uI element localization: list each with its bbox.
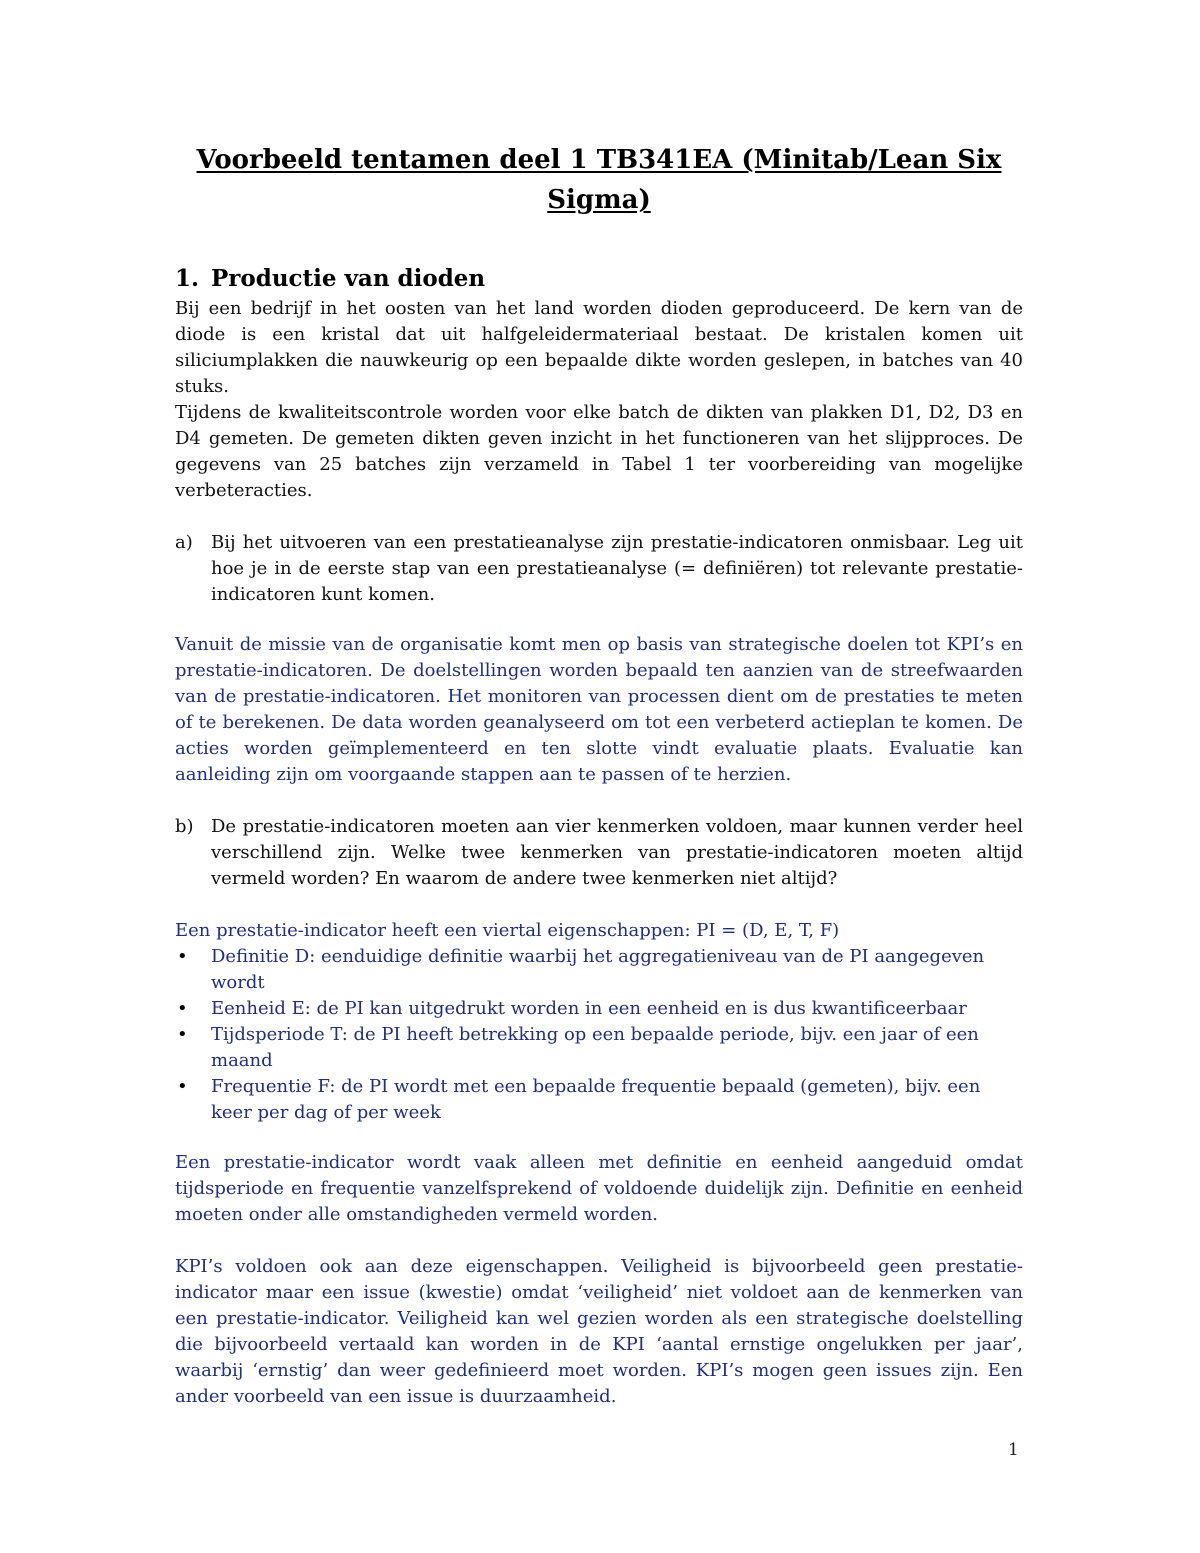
question-b-text: De prestatie-indicatoren moeten aan vier kenmerken voldoen, maar kunnen verder heel verschillend zijn. Welke twee kenmerken van prestatie-indicatoren moeten altijd vermeld worden? En waarom de andere twee kenmerken niet altijd?	[211, 816, 1023, 889]
question-b	[175, 814, 1023, 892]
bullet-icon: •	[177, 946, 188, 967]
page-number: 1	[1008, 1440, 1019, 1460]
section-number: 1.	[175, 265, 200, 292]
question-b-label: b)	[175, 816, 194, 837]
answer-b-paragraph-2: KPI’s voldoen ook aan deze eigenschappen. Veiligheid is bijvoorbeeld geen prestatie-indicator maar een issue (kwestie) omdat ‘veiligheid’ niet voldoet aan de kenmerken van een prestatie-indicator. Veiligheid kan wel gezien worden als een strategische doelstelling die bijvoorbeeld vertaald kan worden in de KPI ‘aantal ernstige ongelukken per jaar’, waarbij ‘ernstig’ dan weer gedefinieerd moet worden. KPI’s mogen geen issues zijn. Een ander voorbeeld van een issue is duurzaamheid.	[175, 1256, 1023, 1407]
bullet-icon: •	[177, 998, 188, 1019]
answer-b-paragraph-1: Een prestatie-indicator wordt vaak alleen met definitie en eenheid aangeduid omdat tijdsperiode en frequentie vanzelfsprekend of voldoende duidelijk zijn. Definitie en eenheid moeten onder alle omstandigheden vermeld worden.	[175, 1152, 1023, 1225]
bullet-icon: •	[177, 1024, 188, 1045]
section-heading	[175, 262, 485, 296]
intro-paragraph-2: Tijdens de kwaliteitscontrole worden voor elke batch de dikten van plakken D1, D2, D3 en D4 gemeten. De gemeten dikten geven inzicht in het functioneren van het slijpproces. De gegevens van 25 batches zijn verzameld in Tabel 1 ter voorbereiding van mogelijke verbeteracties.	[175, 402, 1023, 501]
question-a-label: a)	[175, 532, 193, 553]
question-a-text: Bij het uitvoeren van een prestatieanalyse zijn prestatie-indicatoren onmisbaar. Leg uit hoe je in de eerste stap van een prestatieanalyse (= definiëren) tot relevante prestatie-indicatoren kunt komen.	[211, 532, 1023, 605]
list-item: • Frequentie F: de PI wordt met een bepaalde frequentie bepaald (gemeten), bijv. een keer per dag of per week	[177, 1076, 981, 1123]
answer-b-bullet-list	[175, 944, 1023, 1126]
list-item: • Definitie D: eenduidige definitie waarbij het aggregatieniveau van de PI aangegeven wordt	[177, 946, 985, 993]
section-title: Productie van dioden	[211, 265, 486, 292]
list-item: • Tijdsperiode T: de PI heeft betrekking op een bepaalde periode, bijv. een jaar of een maand	[177, 1024, 979, 1071]
document-title: Voorbeeld tentamen deel 1 TB341EA (Minitab/Lean Six Sigma)	[196, 145, 1002, 215]
intro-paragraph-1: Bij een bedrijf in het oosten van het land worden dioden geproduceerd. De kern van de diode is een kristal dat uit halfgeleidermateriaal bestaat. De kristalen komen uit siliciumplakken die nauwkeurig op een bepaalde dikte worden geslepen, in batches van 40 stuks.	[175, 298, 1023, 397]
bullet-icon: •	[177, 1076, 188, 1097]
question-a	[175, 530, 1023, 608]
answer-b-intro: Een prestatie-indicator heeft een viertal eigenschappen: PI = (D, E, T, F)	[175, 920, 840, 941]
list-item: • Eenheid E: de PI kan uitgedrukt worden in een eenheid en is dus kwantificeerbaar	[175, 996, 1023, 1022]
answer-a: Vanuit de missie van de organisatie komt men op basis van strategische doelen tot KPI’s en prestatie-indicatoren. De doelstellingen worden bepaald ten aanzien van de streefwaarden van de prestatie-indicatoren. Het monitoren van processen dient om de prestaties te meten of te berekenen. De data worden geanalyseerd om tot een verbeterd actieplan te komen. De acties worden geïmplementeerd en ten slotte vindt evaluatie plaats. Evaluatie kan aanleiding zijn om voorgaande stappen aan te passen of te herzien.	[175, 634, 1023, 785]
